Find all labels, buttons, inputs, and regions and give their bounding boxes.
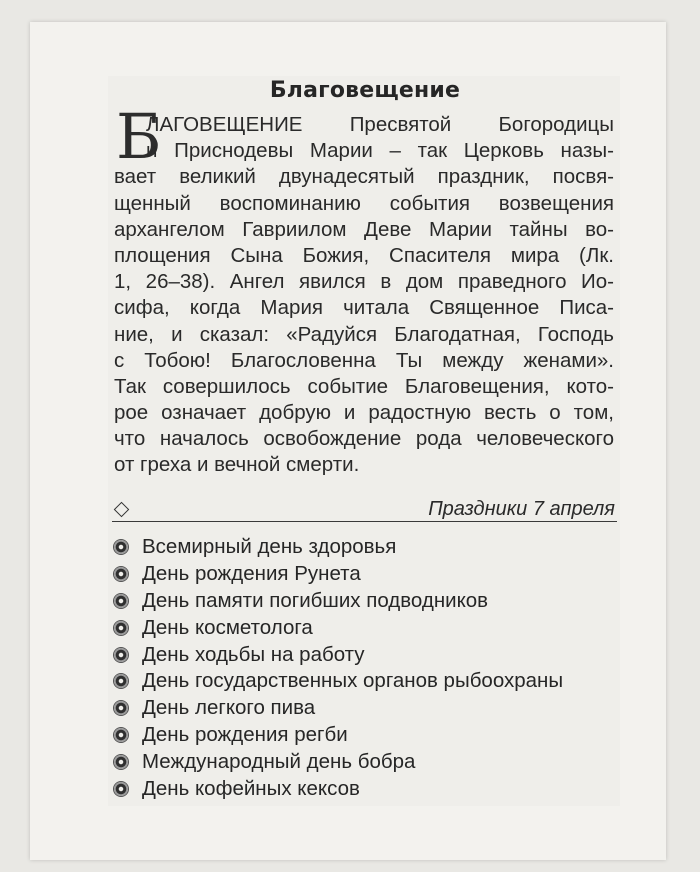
article-line: щенный воспоминанию события возвещения — [114, 191, 614, 215]
list-item: День косметолога — [112, 614, 617, 641]
bullet-icon — [114, 701, 128, 715]
article-line: площения Сына Божия, Спасителя мира (Лк. — [114, 243, 614, 267]
list-item: Всемирный день здоровья — [112, 534, 617, 561]
article-title: Благовещение — [269, 78, 461, 103]
list-item: День кофейных кексов — [112, 775, 617, 802]
article-line: рое означает добрую и радостную весть о том, — [114, 401, 614, 425]
article-line: вает великий двунадесятый праздник, посвя- — [114, 165, 614, 189]
article-line: с Тобою! Благословенна Ты между женами». — [114, 348, 614, 372]
divider — [112, 521, 617, 522]
bullet-icon — [114, 567, 128, 581]
article-line: Так совершилось событие Благовещения, кото- — [114, 374, 614, 398]
holidays-title: Праздники 7 апреля — [428, 498, 615, 520]
bullet-icon — [114, 648, 128, 662]
holidays-list — [112, 534, 617, 802]
bullet-icon — [114, 594, 128, 608]
list-item: Международный день бобра — [112, 748, 617, 775]
article-body — [114, 112, 614, 479]
article-line: архангелом Гавриилом Деве Марии тайны во- — [114, 217, 614, 241]
article-line: от греха и вечной смерти. — [114, 453, 360, 477]
diamond-icon — [114, 502, 130, 518]
article-line: 1, 26–38). Ангел явился в дом праведного Ио- — [114, 270, 614, 294]
article-line: ние, и сказал: «Радуйся Благодатная, Господь — [114, 322, 614, 346]
bullet-icon — [114, 674, 128, 688]
list-item: День ходьбы на работу — [112, 641, 617, 668]
bullet-icon — [114, 755, 128, 769]
list-item: День рождения Рунета — [112, 561, 617, 588]
article-line: что началось освобождение рода человеческого — [114, 427, 614, 451]
bullet-icon — [114, 782, 128, 796]
article-line: сифа, когда Мария читала Священное Писа- — [114, 296, 614, 320]
bullet-icon — [114, 728, 128, 742]
holidays-header — [112, 498, 617, 524]
bullet-icon — [114, 621, 128, 635]
list-item: День памяти погибших подводников — [112, 588, 617, 615]
list-item: День легкого пива — [112, 695, 617, 722]
article-line: ЛАГОВЕЩЕНИЕ Пресвятой Богородицы — [146, 113, 614, 136]
bullet-icon — [114, 540, 128, 554]
drop-cap: Б — [116, 100, 162, 173]
list-item: День рождения регби — [112, 722, 617, 749]
article-line: и Приснодевы Марии – так Церковь назы- — [146, 139, 614, 163]
list-item: День государственных органов рыбоохраны — [112, 668, 617, 695]
